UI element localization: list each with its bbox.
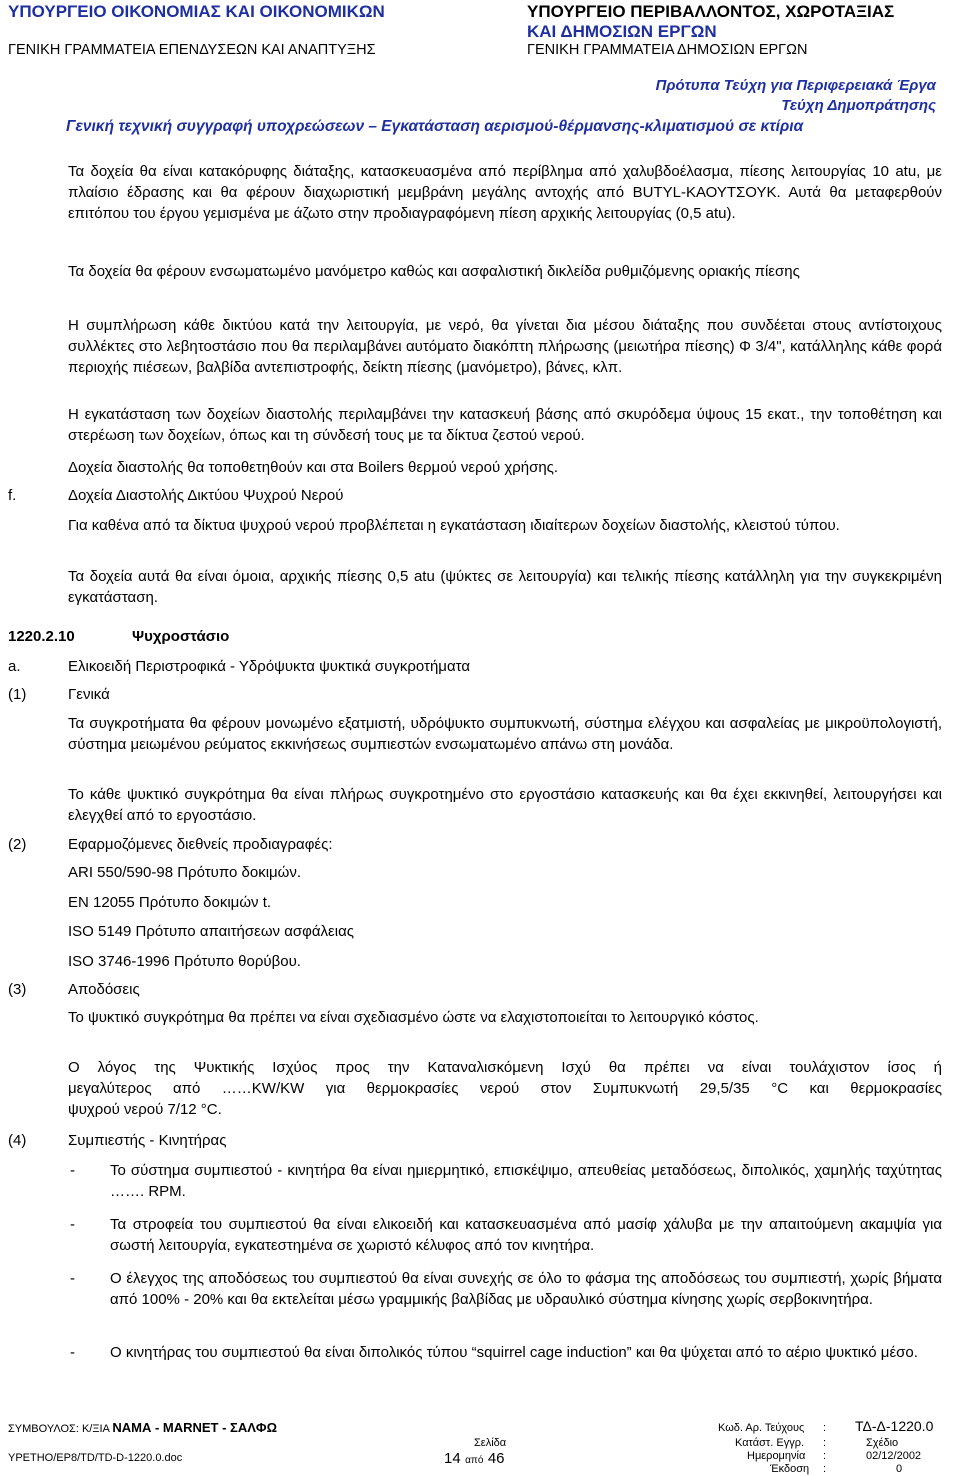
left-ministry: ΥΠΟΥΡΓΕΙΟ ΟΙΚΟΝΟΜΙΑΣ ΚΑΙ ΟΙΚΟΝΟΜΙΚΩΝ [8, 2, 385, 21]
paragraph-boilers: Δοχεία διαστολής θα τοποθετηθούν και στα Boilers θερμού νερού χρήσης. [68, 459, 559, 476]
bullet-compressor-motor: Το σύστημα συμπιεστού - κινητήρα θα είναι ημιερμητικό, επισκέψιμο, απευθείας μεταδόσεως, διπολικός, χαμηλής ταχύτητας ……. RPM. [110, 1162, 942, 1200]
item-2-marker: (2) [8, 836, 27, 853]
colon: : [823, 1437, 827, 1449]
bullet-dash: - [70, 1344, 75, 1361]
right-secretariat: ΓΕΝΙΚΗ ΓΡΑΜΜΑΤΕΙΑ ΔΗΜΟΣΙΩΝ ΕΡΓΩΝ [527, 42, 808, 58]
paragraph-cold-water-tanks: Για καθένα από τα δίκτυα ψυχρού νερού προβλέπεται η εγκατάσταση ιδιαίτερων δοχείων διαστολής, κλειστού τύπου. [68, 517, 840, 534]
consultant-name: ΝΑΜΑ - MARNET - ΣΑΛΦΩ [112, 1420, 278, 1435]
bullet-capacity-control: Ο έλεγχος της αποδόσεως του συμπιεστού θα είναι συνεχής σε όλο το φάσμα της αποδόσεως του συμπιεστή, χωρίς βήματα από 100% - 20% και θα εκτελείται μέσω γραμμικής βαλβίδας με υδραυλικό σύστημα κίνησης χωρίς σερβοκινητήρα. [110, 1270, 942, 1308]
item-a-title: Ελικοειδή Περιστροφικά - Υδρόψυκτα ψυκτικά συγκροτήματα [68, 658, 471, 675]
item-1-title: Γενικά [68, 686, 110, 703]
code-value: ΤΔ-Δ-1220.0 [855, 1418, 934, 1434]
edition-label: Έκδοση [770, 1463, 810, 1475]
paragraph-units-equipment: Τα συγκροτήματα θα φέρουν μονωμένο εξατμιστή, υδρόψυκτο συμπυκνωτή, σύστημα ελέγχου και ασφαλείας με μικροϋπολογιστή, σύστημα μειωμένου ρεύματος εκκινήσεως συμπιεστών ενσωματωμένο απάνω στη μονάδα. [68, 715, 942, 753]
bullet-dash: - [70, 1270, 75, 1287]
spec-title: Γενική τεχνική συγγραφή υποχρεώσεων – Εγκατάσταση αερισμού-θέρμανσης-κλιματισμού σε κτίρια [66, 118, 804, 135]
page-label: Σελίδα [474, 1437, 507, 1449]
category-value: Σχέδιο [866, 1437, 899, 1449]
consultant-label-text: ΣΥΜΒΟΥΛΟΣ: Κ/ΞΙΑ [8, 1423, 110, 1435]
paragraph-factory-assembled: Το κάθε ψυκτικό συγκρότημα θα είναι πλήρως συγκροτημένο στο εργοστάσιο κατασκευής και θα έχει εκκινηθεί, λειτουργήσει και ελεγχθεί από το εργοστάσιο. [68, 786, 942, 824]
date-value: 02/12/2002 [866, 1450, 922, 1462]
bullet-rotors: Τα στροφεία του συμπιεστού θα είναι ελικοειδή και κατασκευασμένα από μασίφ χάλυβα με την απαιτούμενη ακαμψία για σωστή λειτουργία, εγκατεστημένα σε χωριστό κέλυφος από τον κινητήρα. [110, 1216, 942, 1254]
right-ministry-line1: ΥΠΟΥΡΓΕΙΟ ΠΕΡΙΒΑΛΛΟΝΤΟΣ, ΧΩΡΟΤΑΞΙΑΣ [527, 2, 895, 21]
item-1-marker: (1) [8, 686, 27, 703]
paragraph-tanks-construction: Τα δοχεία θα είναι κατακόρυφης διάταξης, κατασκευασμένα από περίβλημα από χαλυβδοέλασμα, πίεσης λειτουργίας 10 atu, με πλαίσιο έδρασης και θα φέρουν διαχωριστική μεμβράνη μεγάλης αντοχής από BUTYL-ΚΑΟΥΤΣΟΥΚ. Αυτά θα μεταφερθούν επιτόπου του έργου γεμισμένα με άζωτο στην προδιαγραφόμενη πίεση αρχικής λειτουργίας (0,5 atu). [68, 163, 942, 222]
page-of: από [465, 1455, 484, 1466]
colon: : [823, 1463, 827, 1475]
standard-iso-3746: ISO 3746-1996 Πρότυπο θορύβου. [68, 953, 301, 970]
item-3-marker: (3) [8, 981, 27, 998]
bullet-dash: - [70, 1162, 75, 1179]
bullet-dash: - [70, 1216, 75, 1233]
item-f-marker: f. [8, 487, 17, 504]
paragraph-operating-cost: Το ψυκτικό συγκρότημα θα πρέπει να είναι σχεδιασμένο ώστε να ελαχιστοποιείται το λειτουργικό κόστος. [68, 1009, 759, 1026]
standard-iso-5149: ISO 5149 Πρότυπο απαιτήσεων ασφάλειας [68, 923, 354, 940]
page-total: 46 [487, 1450, 505, 1467]
item-4-marker: (4) [8, 1132, 27, 1149]
header-subtitle2: Τεύχη Δημοπράτησης [781, 97, 936, 114]
paragraph-cop-line2: μεγαλύτερος από ……KW/KW για θερμοκρασίες νερού στον Συμπυκνωτή 29,5/35 °C και θερμοκρασίες [68, 1080, 942, 1097]
section-number: 1220.2.10 [8, 628, 75, 645]
colon: : [823, 1422, 827, 1434]
paragraph-tank-pressure: Τα δοχεία αυτά θα είναι όμοια, αρχικής πίεσης 0,5 atu (ψύκτες σε λειτουργία) και τελικής πίεσης κατάλληλη για την συγκεκριμένη εγκατάσταση. [68, 568, 942, 606]
right-ministry-line2: ΚΑΙ ΔΗΜΟΣΙΩΝ ΕΡΓΩΝ [527, 22, 717, 41]
consultant-label [8, 1421, 277, 1436]
edition-value: 0 [896, 1463, 903, 1475]
item-2-title: Εφαρμοζόμενες διεθνείς προδιαγραφές: [68, 836, 333, 853]
doc-path: ΥΡΕΤΗΟ/ΕΡ8/ΤD/ΤD-D-1220.0.doc [8, 1452, 183, 1464]
paragraph-cop-line1: Ο λόγος της Ψυκτικής Ισχύος προς την Καταναλισκόμενη Ισχύ θα πρέπει να είναι τουλάχιστον ίσος ή [68, 1059, 942, 1076]
paragraph-tank-installation: Η εγκατάσταση των δοχείων διαστολής περιλαμβάνει την κατασκευή βάσης από σκυρόδεμα ύψους 15 εκατ., την τοποθέτηση και στερέωση των δοχείων, όπως και τη σύνδεσή τους με τα δίκτυα ζεστού νερού. [68, 406, 942, 444]
paragraph-network-filling: Η συμπλήρωση κάθε δικτύου κατά την λειτουργία, με νερό, θα γίνεται δια μέσου διάταξης που συνδέεται στους αντίστοιχους συλλέκτες στο λεβητοστάσιο που θα περιλαμβάνει αυτόματο διακόπτη πλήρωσης (μειωτήρα πίεσης) Φ 3/4", κατάλληλης κάθε φορά περιοχής πιέσεων, βαλβίδα αντεπιστροφής, δείκτη πίεσης (μανόμετρο), βάνες, κλπ. [68, 317, 942, 376]
paragraph-tanks-manometer: Τα δοχεία θα φέρουν ενσωματωμένο μανόμετρο καθώς και ασφαλιστική δικλείδα ρυθμιζόμενης οριακής πίεσης [68, 263, 800, 280]
code-label: Κωδ. Αρ. Τεύχους [718, 1422, 805, 1434]
item-3-title: Αποδόσεις [68, 981, 140, 998]
left-secretariat: ΓΕΝΙΚΗ ΓΡΑΜΜΑΤΕΙΑ ΕΠΕΝΔΥΣΕΩΝ ΚΑΙ ΑΝΑΠΤΥΞΗΣ [8, 42, 376, 58]
page-current: 14 [444, 1450, 461, 1467]
colon: : [823, 1450, 827, 1462]
item-f-title: Δοχεία Διαστολής Δικτύου Ψυχρού Νερού [68, 487, 344, 504]
paragraph-cop-line3: ψυχρού νερού 7/12 °C. [68, 1101, 222, 1118]
section-title: Ψυχροστάσιο [132, 628, 230, 645]
bullet-motor-type: Ο κινητήρας του συμπιεστού θα είναι διπολικός τύπου “squirrel cage induction” και θα ψύχεται από το αέριο ψυκτικό μέσο. [110, 1344, 918, 1361]
standard-en: EN 12055 Πρότυπο δοκιμών t. [68, 894, 272, 911]
date-label: Ημερομηνία [747, 1450, 806, 1462]
item-4-title: Συμπιεστής - Κινητήρας [68, 1132, 227, 1149]
standard-ari: ARI 550/590-98 Πρότυπο δοκιμών. [68, 864, 302, 881]
item-a-marker: a. [8, 658, 21, 675]
page-number [444, 1450, 505, 1468]
header-subtitle1: Πρότυπα Τεύχη για Περιφερειακά Έργα [655, 77, 936, 94]
category-label: Κατάστ. Εγγρ. [735, 1437, 805, 1449]
